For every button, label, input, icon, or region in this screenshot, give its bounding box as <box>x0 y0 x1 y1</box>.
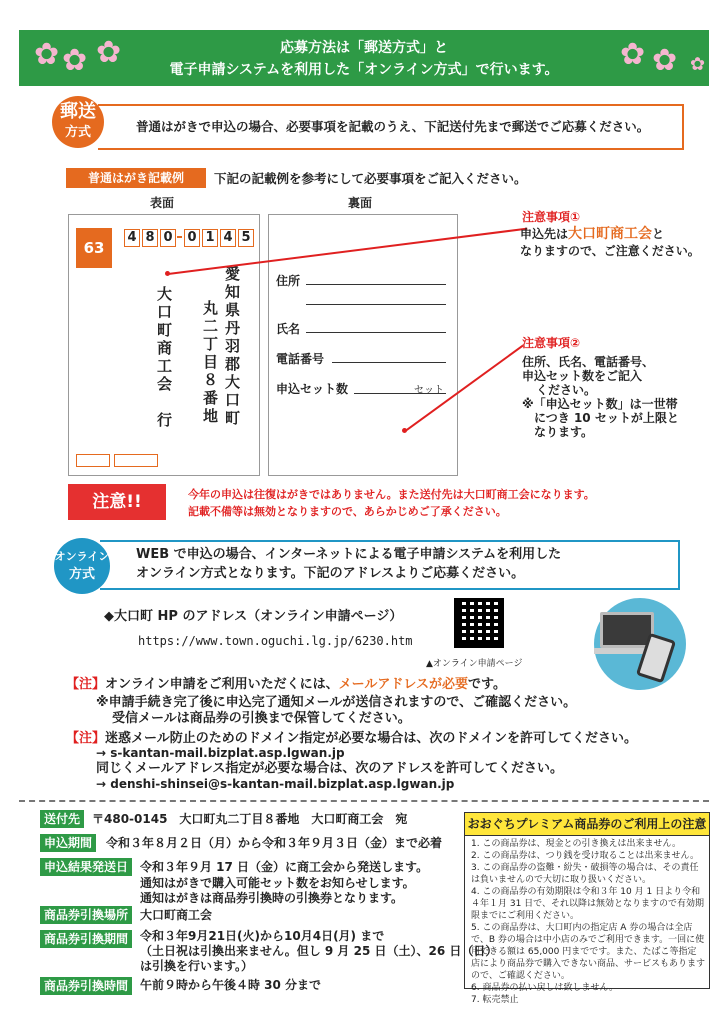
sakura-flower-icon: ✿ <box>690 54 706 75</box>
notice-item: 3. この商品券の盗難・紛失・破損等の場合は、その責任は負いませんので大切に取り扱いください。 <box>471 863 699 885</box>
address-line <box>306 304 446 305</box>
note-tag: 【注】 <box>66 677 106 692</box>
usage-notice-list <box>465 836 709 1006</box>
postal-dash <box>177 236 182 238</box>
online-badge-subtitle: 方式 <box>68 567 95 582</box>
note1-title: 注意事項① <box>522 210 581 224</box>
back-field-name: 氏名 <box>276 322 301 336</box>
back-label: 裏面 <box>348 196 373 210</box>
front-label: 表面 <box>150 196 175 210</box>
note1-text-post: と <box>652 227 665 241</box>
info-label-address: 送付先 <box>40 810 84 828</box>
banner-line-2: 電子申請システムを利用した「オンライン方式」で行います。 <box>169 62 559 78</box>
info-label-period: 申込期間 <box>40 834 96 852</box>
info-value-address: 〒480-0145 大口町丸二丁目８番地 大口町商工会 宛 <box>92 812 408 826</box>
mail-method-text: 普通はがきで申込の場合、必要事項を記載のうえ、下記送付先まで郵送でご応募ください。 <box>136 119 650 134</box>
caution-line-1: 今年の申込は往復はがきではありません。また送付先は大口町商工会になります。 <box>188 488 595 501</box>
back-field-sets: 申込セット数 <box>276 382 349 396</box>
postal-digit-box: 4 <box>124 229 140 247</box>
mail-badge-subtitle: 方式 <box>64 125 91 140</box>
online-note1-post: です。 <box>468 677 506 692</box>
info-extra: 通知はがきで購入可能セット数をお知らせします。 <box>140 876 415 890</box>
note1-text <box>520 227 710 242</box>
sakura-flower-icon: ✿ <box>620 37 646 72</box>
sender-postal-box <box>114 454 158 467</box>
note2-line: なります。 <box>522 425 594 439</box>
section-divider <box>19 800 709 802</box>
info-value-exchange-place: 大口町商工会 <box>140 908 213 922</box>
address-line <box>306 284 446 285</box>
note2-line: 住所、氏名、電話番号、 <box>522 355 655 369</box>
info-value-exchange-time: 午前９時から午後４時 30 分まで <box>140 978 322 992</box>
caution-line-2: 記載不備等は無効となりますので、あらかじめご了承ください。 <box>188 505 507 518</box>
banner-line-1: 応募方法は「郵送方式」と <box>280 40 448 56</box>
name-line <box>306 332 446 333</box>
mail-badge-title: 郵送 <box>60 101 96 122</box>
notice-item: 1. この商品券は、現金との引き換えは出来ません。 <box>471 839 681 849</box>
postal-digit-box: 8 <box>142 229 158 247</box>
info-label-exchange-time: 商品券引換時間 <box>40 977 132 995</box>
online-note1-line3: 受信メールは商品券の引換まで保管してください。 <box>112 711 411 726</box>
caution-badge: 注意!! <box>68 484 166 520</box>
example-label: 普通はがき記載例 <box>66 168 206 188</box>
note2-line: ください。 <box>536 383 597 397</box>
back-field-address: 住所 <box>276 274 301 288</box>
info-label-exchange-place: 商品券引換場所 <box>40 906 132 924</box>
notice-item: 4. この商品券の有効期限は令和３年 10 月 1 日より令和４年１月 31 日で、それ以降は無効となりますので有効期限までにご利用ください。 <box>471 887 704 921</box>
online-url[interactable]: https://www.town.oguchi.lg.jp/6230.htm <box>138 634 413 648</box>
qr-code-icon[interactable] <box>454 598 504 648</box>
usage-notice-title: おおぐちプレミアム商品券のご利用上の注意 <box>465 813 709 836</box>
online-badge-title: オンライン <box>54 550 110 563</box>
info-extra: 通知はがきは商品券引換時の引換券となります。 <box>140 891 404 905</box>
front-recipient: 大口町商工会 行 <box>155 286 173 430</box>
online-note1-highlight: メールアドレスが必要 <box>338 677 468 692</box>
note2-line: ※「申込セット数」は一世帯 <box>522 397 678 411</box>
online-note2-line3: 同じくメールアドレス指定が必要な場合は、次のアドレスを許可してください。 <box>96 761 563 776</box>
note1-highlight: 大口町商工会 <box>568 226 653 242</box>
note1-line2: なりますので、ご注意ください。 <box>520 244 700 258</box>
info-extra: は引換を行います。） <box>140 959 254 973</box>
notice-item: 2. この商品券は、つり銭を受け取ることは出来ません。 <box>471 851 699 861</box>
notice-item: 6. 商品券の払い戻しは致しません。 <box>471 983 618 993</box>
postcard-back <box>268 214 458 476</box>
online-note2-line1: 迷惑メール防止のためのドメイン指定が必要な場合は、次のドメインを許可してください。 <box>105 731 637 746</box>
online-note2-line2: → s-kantan-mail.bizplat.asp.lgwan.jp <box>96 746 345 760</box>
online-note1-pre: オンライン申請をご利用いただくには、 <box>105 677 339 692</box>
info-value-period: 令和３年８月２日（月）から令和３年９月３日（金）まで必着 <box>106 836 443 850</box>
usage-notice-box <box>464 812 710 1005</box>
sakura-flower-icon: ✿ <box>62 43 88 78</box>
online-method-badge <box>54 538 110 594</box>
info-value-exchange-period: 令和３年9月21日(火)から10月4日(月) まで <box>140 929 385 943</box>
info-label-exchange-period: 商品券引換期間 <box>40 930 132 948</box>
hp-label: ◆大口町 HP のアドレス（オンライン申請ページ） <box>104 609 403 624</box>
postal-digit-box: 1 <box>202 229 218 247</box>
note2-title: 注意事項② <box>522 336 581 350</box>
note2-line: につき 10 セットが上限と <box>522 411 679 425</box>
postal-digit-box: 4 <box>220 229 236 247</box>
online-line-1: WEB で申込の場合、インターネットによる電子申請システムを利用した <box>136 547 562 562</box>
info-value-result-date: 令和３年９月 17 日（金）に商工会から発送します。 <box>140 860 429 874</box>
notice-item: 7. 転売禁止 <box>471 995 519 1005</box>
mail-method-badge <box>52 96 104 148</box>
front-address-line2: 丸二丁目８番地 <box>201 300 219 426</box>
postal-digit-box: 0 <box>160 229 176 247</box>
postage-stamp: 63 <box>76 228 112 268</box>
notice-item: 5. この商品券は、大口町内の指定店 A 券の場合は全店で、B 券の場合は中小店のみでご利用できます。一回に使用できる額は 65,000 円までです。また、たばこ等指定店により商品券で購入できない商品、サービスもありますので、ご確認ください。 <box>471 923 706 981</box>
back-field-sets-unit: セット <box>414 385 444 396</box>
note2-line: 申込セット数をご記入 <box>522 369 643 383</box>
front-address: 愛知県丹羽郡大口町 <box>223 266 241 428</box>
online-line-2: オンライン方式となります。下記のアドレスよりご応募ください。 <box>136 566 525 581</box>
qr-caption: ▲オンライン申請ページ <box>426 659 523 669</box>
info-extra: （土日祝は引換出来ません。但し 9 月 25 日（土）、26 日（日） <box>140 944 498 958</box>
sakura-flower-icon: ✿ <box>34 37 60 72</box>
example-text: 下記の記載例を参考にして必要事項をご記入ください。 <box>214 171 527 186</box>
online-note1-line2: ※申請手続き完了後に申込完了通知メールが送信されますので、ご確認ください。 <box>96 695 577 710</box>
sakura-flower-icon: ✿ <box>96 35 122 70</box>
back-field-phone: 電話番号 <box>276 352 325 366</box>
online-note-1 <box>66 676 506 693</box>
note-tag: 【注】 <box>66 731 106 746</box>
sets-line <box>354 393 446 394</box>
phone-line <box>332 362 446 363</box>
info-label-result-date: 申込結果発送日 <box>40 858 132 876</box>
online-note2-line4: → denshi-shinsei@s-kantan-mail.bizplat.asp.lgwan.jp <box>96 777 455 791</box>
sakura-flower-icon: ✿ <box>652 43 678 78</box>
postal-digit-box: 5 <box>238 229 254 247</box>
postal-digit-box: 0 <box>184 229 200 247</box>
note1-text-pre: 申込先は <box>520 227 569 241</box>
sender-postal-box <box>76 454 110 467</box>
